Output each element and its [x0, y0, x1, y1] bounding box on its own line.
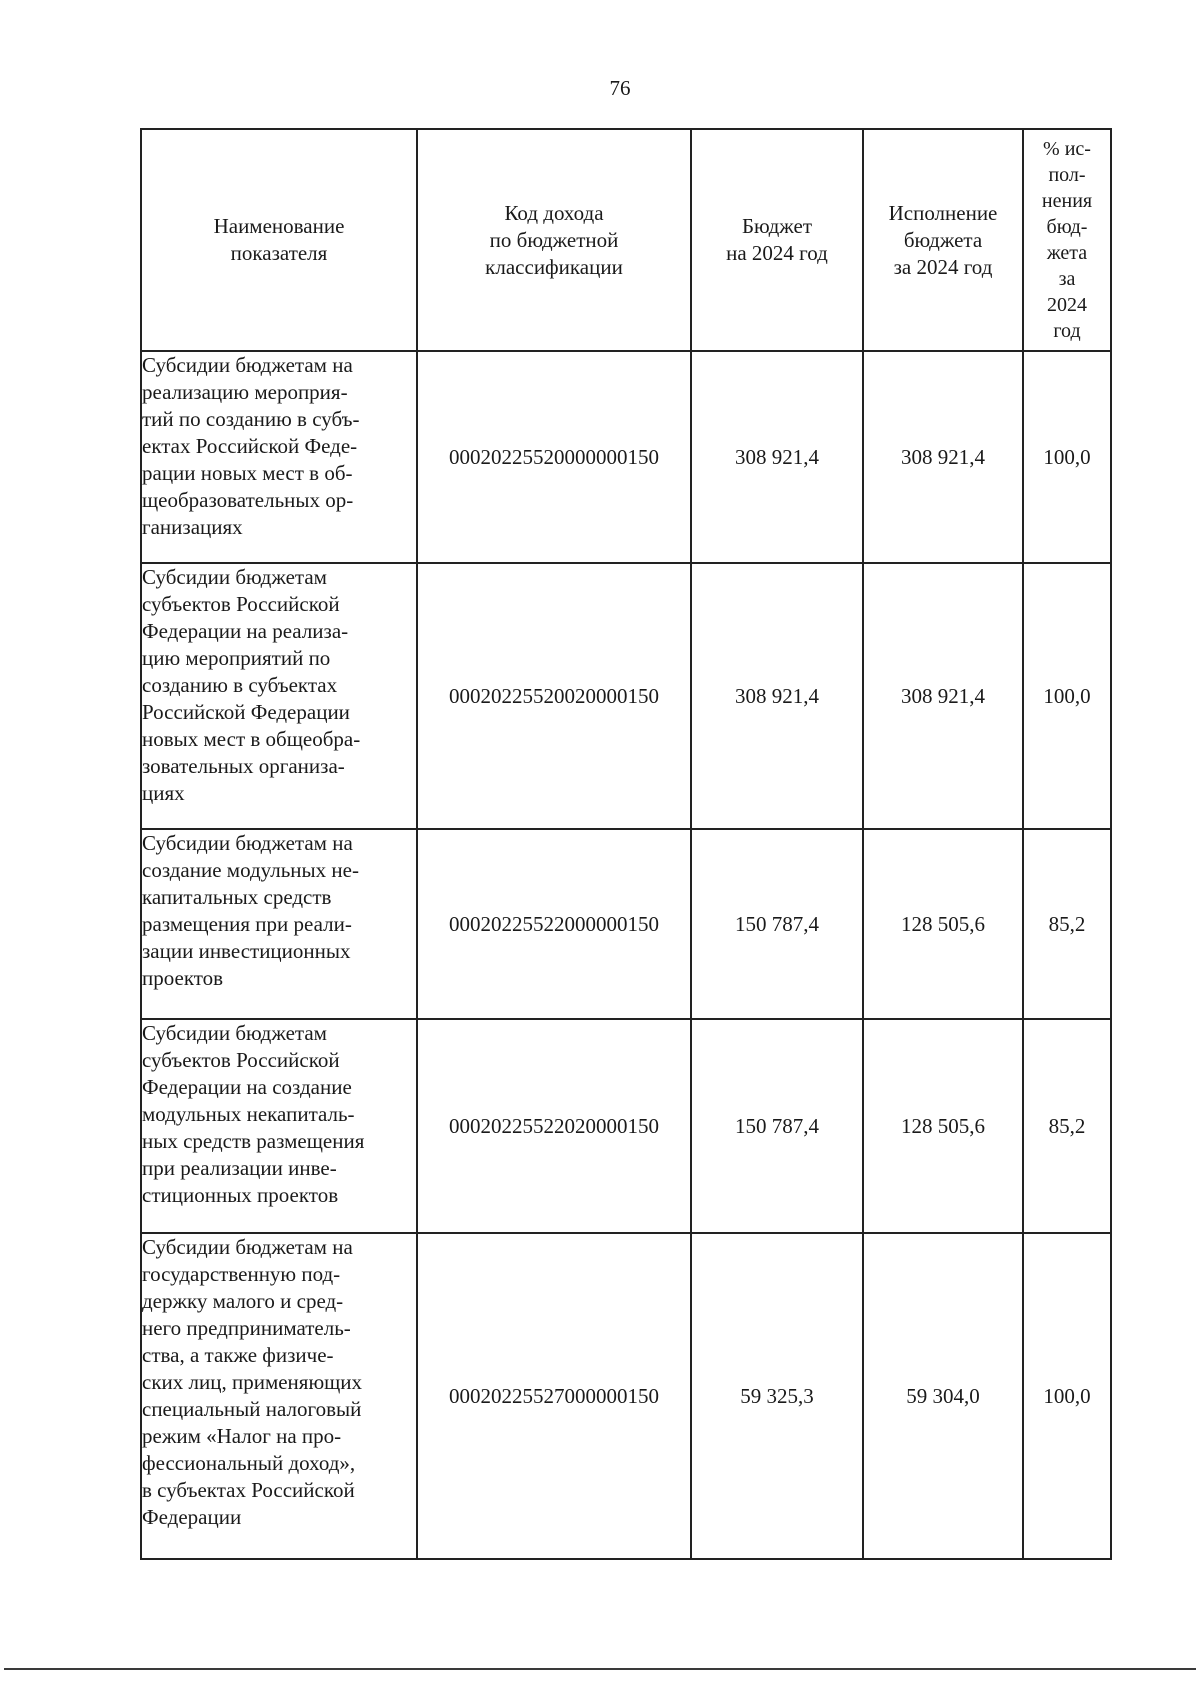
execution-value: 59 304,0: [863, 1233, 1023, 1559]
page-bottom-rule: [4, 1668, 1196, 1670]
budget-value: 59 325,3: [691, 1233, 863, 1559]
budget-execution-table: [140, 128, 1112, 1560]
indicator-name: Субсидии бюджетам на реализацию мероприя- тий по созданию в субъ- ектах Российской Феде- рации новых мест в об- щеобразовательных ор- ганизациях: [142, 353, 360, 539]
execution-percent: 85,2: [1023, 829, 1111, 1019]
execution-value: 308 921,4: [863, 351, 1023, 563]
income-code: 00020225520020000150: [417, 563, 691, 829]
indicator-name: Субсидии бюджетам на создание модульных не- капитальных средств размещения при реали- зации инвестиционных проектов: [142, 831, 359, 990]
indicator-name-cell: [141, 563, 417, 829]
budget-value: 150 787,4: [691, 829, 863, 1019]
indicator-name-cell: [141, 351, 417, 563]
header-code-cell: [417, 129, 691, 351]
table-row: [141, 829, 1111, 1019]
header-budget: Бюджет на 2024 год: [726, 214, 828, 265]
header-name-cell: [141, 129, 417, 351]
header-execution-cell: [863, 129, 1023, 351]
header-percent: % ис- пол- нения бюд- жета за 2024 год: [1041, 138, 1093, 342]
table-row: [141, 351, 1111, 563]
table-row: [141, 1233, 1111, 1559]
budget-value: 150 787,4: [691, 1019, 863, 1233]
income-code: 00020225522000000150: [417, 829, 691, 1019]
table-header-row: [141, 129, 1111, 351]
budget-value: 308 921,4: [691, 351, 863, 563]
execution-percent: 100,0: [1023, 563, 1111, 829]
header-code: Код дохода по бюджетной классификации: [485, 200, 623, 279]
execution-percent: 100,0: [1023, 1233, 1111, 1559]
header-budget-cell: [691, 129, 863, 351]
income-code: 00020225520000000150: [417, 351, 691, 563]
header-percent-cell: [1023, 129, 1111, 351]
table-row: [141, 563, 1111, 829]
table-row: [141, 1019, 1111, 1233]
execution-value: 128 505,6: [863, 1019, 1023, 1233]
income-code: 00020225522020000150: [417, 1019, 691, 1233]
header-execution: Исполнение бюджета за 2024 год: [888, 200, 998, 279]
execution-value: 128 505,6: [863, 829, 1023, 1019]
indicator-name-cell: [141, 1233, 417, 1559]
indicator-name-cell: [141, 829, 417, 1019]
budget-value: 308 921,4: [691, 563, 863, 829]
header-name: Наименование показателя: [213, 214, 345, 265]
execution-percent: 100,0: [1023, 351, 1111, 563]
indicator-name: Субсидии бюджетам субъектов Российской Федерации на реализа- цию мероприятий по созданию в субъектах Российской Федерации новых мест в общеобра- зовательных организа- циях: [142, 565, 361, 805]
indicator-name: Субсидии бюджетам на государственную под- держку малого и сред- него предприниматель- ства, а также физиче- ских лиц, применяющих специальный налоговый режим «Налог на про- фессиональный доход», в субъектах Российской Федерации: [142, 1235, 363, 1529]
execution-value: 308 921,4: [863, 563, 1023, 829]
page-number: 76: [609, 76, 631, 100]
income-code: 00020225527000000150: [417, 1233, 691, 1559]
indicator-name-cell: [141, 1019, 417, 1233]
execution-percent: 85,2: [1023, 1019, 1111, 1233]
indicator-name: Субсидии бюджетам субъектов Российской Федерации на создание модульных некапиталь- ных средств размещения при реализации инве- стиционных проектов: [142, 1021, 365, 1207]
